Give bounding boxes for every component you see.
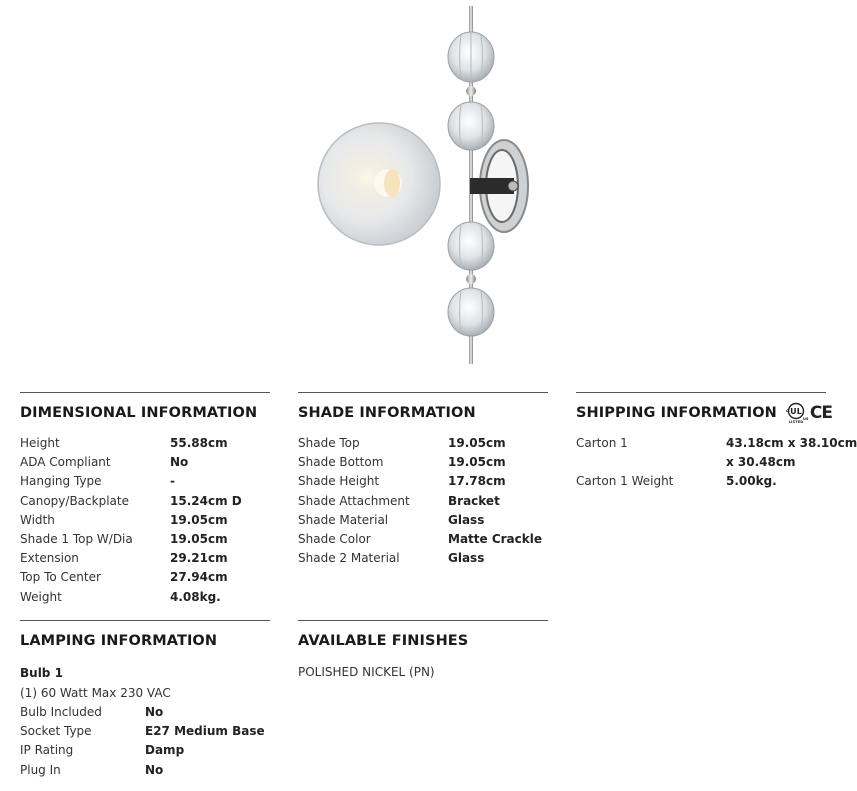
- ce-mark-icon: CE: [809, 403, 833, 423]
- spec-label: ADA Compliant: [20, 455, 111, 470]
- ul-listed-icon: [785, 402, 807, 424]
- spec-value: No: [145, 762, 164, 777]
- spec-value: 29.21cm: [170, 551, 228, 566]
- spec-value: No: [145, 705, 164, 719]
- spec-value: Bracket: [448, 493, 500, 508]
- shipping-title: SHIPPING INFORMATION: [576, 405, 777, 421]
- spec-row: [298, 434, 548, 453]
- section-title: SHADE INFORMATION: [298, 405, 476, 421]
- finishes-section: [298, 620, 548, 682]
- spec-value: Matte Crackle: [448, 531, 542, 546]
- spec-label: Height: [20, 436, 60, 450]
- spec-row: [298, 472, 548, 491]
- lamping-section: [20, 620, 270, 780]
- section-title: LAMPING INFORMATION: [20, 633, 218, 649]
- spec-label: Shade 2 Material: [298, 551, 400, 566]
- spec-row: [298, 453, 548, 472]
- finish-item: POLISHED NICKEL (PN): [298, 665, 435, 679]
- bulb-title: Bulb 1: [20, 666, 63, 680]
- spec-label: Shade Color: [298, 531, 371, 546]
- spec-value: 19.05cm: [448, 436, 506, 450]
- shade-section: [298, 392, 548, 568]
- certifications: [785, 402, 832, 424]
- spec-value: 55.88cm: [170, 436, 228, 450]
- spec-row: [20, 703, 270, 722]
- spec-value: Glass: [448, 512, 485, 527]
- spec-label: Shade Material: [298, 512, 389, 527]
- spec-row: [576, 472, 826, 491]
- svg-text:c: c: [785, 408, 789, 413]
- spec-label: IP Rating: [20, 743, 74, 758]
- spec-label: Shade Bottom: [298, 455, 384, 470]
- spec-label: Shade Height: [298, 474, 380, 489]
- spec-row: [20, 761, 270, 780]
- section-title: [576, 393, 833, 427]
- spec-value: 4.08kg.: [170, 589, 221, 604]
- spec-row: [20, 472, 270, 491]
- spec-value: 17.78cm: [448, 474, 506, 489]
- spec-value: 43.18cm x 38.10cm: [726, 436, 857, 450]
- ul-sub-text: LISTED: [788, 420, 804, 424]
- ul-text: UL: [790, 407, 802, 416]
- spec-value: Damp: [145, 743, 185, 758]
- spec-row: [298, 511, 548, 530]
- spec-value: No: [170, 455, 189, 470]
- spec-value: 19.05cm: [448, 455, 506, 470]
- spec-value: x 30.48cm: [726, 455, 796, 470]
- spec-label: Canopy/Backplate: [20, 493, 129, 508]
- spec-value: Glass: [448, 551, 485, 566]
- product-image: [330, 0, 550, 372]
- spec-label: Weight: [20, 589, 62, 604]
- shipping-section: [576, 392, 857, 492]
- spec-label: Shade Top: [298, 436, 360, 450]
- spec-label: Carton 1: [576, 436, 628, 450]
- spec-label: Shade 1 Top W/Dia: [20, 531, 133, 546]
- spec-label: Bulb Included: [20, 705, 102, 719]
- spec-row: [20, 568, 270, 587]
- spec-row: [20, 549, 270, 568]
- spec-label: Plug In: [20, 762, 61, 777]
- spec-row: [20, 511, 270, 530]
- spec-row: [20, 530, 270, 549]
- spec-label: Extension: [20, 551, 79, 566]
- spec-label: Width: [20, 512, 55, 527]
- spec-value: 19.05cm: [170, 531, 228, 546]
- spec-row: [20, 722, 270, 741]
- section-title: DIMENSIONAL INFORMATION: [20, 405, 258, 421]
- spec-value: 19.05cm: [170, 512, 228, 527]
- spec-label: Top To Center: [20, 570, 101, 585]
- spec-value: 5.00kg.: [726, 474, 777, 489]
- spec-label: Shade Attachment: [298, 493, 410, 508]
- dimensional-section: [20, 392, 270, 607]
- spec-row: [20, 453, 270, 472]
- spec-value: 15.24cm D: [170, 493, 242, 508]
- spec-row: [576, 453, 826, 472]
- spec-label: Hanging Type: [20, 474, 102, 489]
- spec-value: 27.94cm: [170, 570, 228, 585]
- spec-row: [298, 549, 548, 568]
- bulb-description: (1) 60 Watt Max 230 VAC: [20, 686, 171, 700]
- section-title: AVAILABLE FINISHES: [298, 633, 469, 649]
- spec-label: Carton 1 Weight: [576, 474, 674, 489]
- spec-row: [298, 530, 548, 549]
- spec-row: [20, 434, 270, 453]
- spec-row: [576, 434, 857, 453]
- svg-text:us: us: [802, 416, 809, 421]
- spec-row: [20, 741, 270, 760]
- spec-row: [20, 492, 270, 511]
- spec-value: -: [170, 474, 175, 489]
- spec-row: [298, 492, 548, 511]
- spec-value: E27 Medium Base: [145, 724, 265, 739]
- spec-row: [20, 588, 270, 607]
- spec-label: Socket Type: [20, 724, 92, 739]
